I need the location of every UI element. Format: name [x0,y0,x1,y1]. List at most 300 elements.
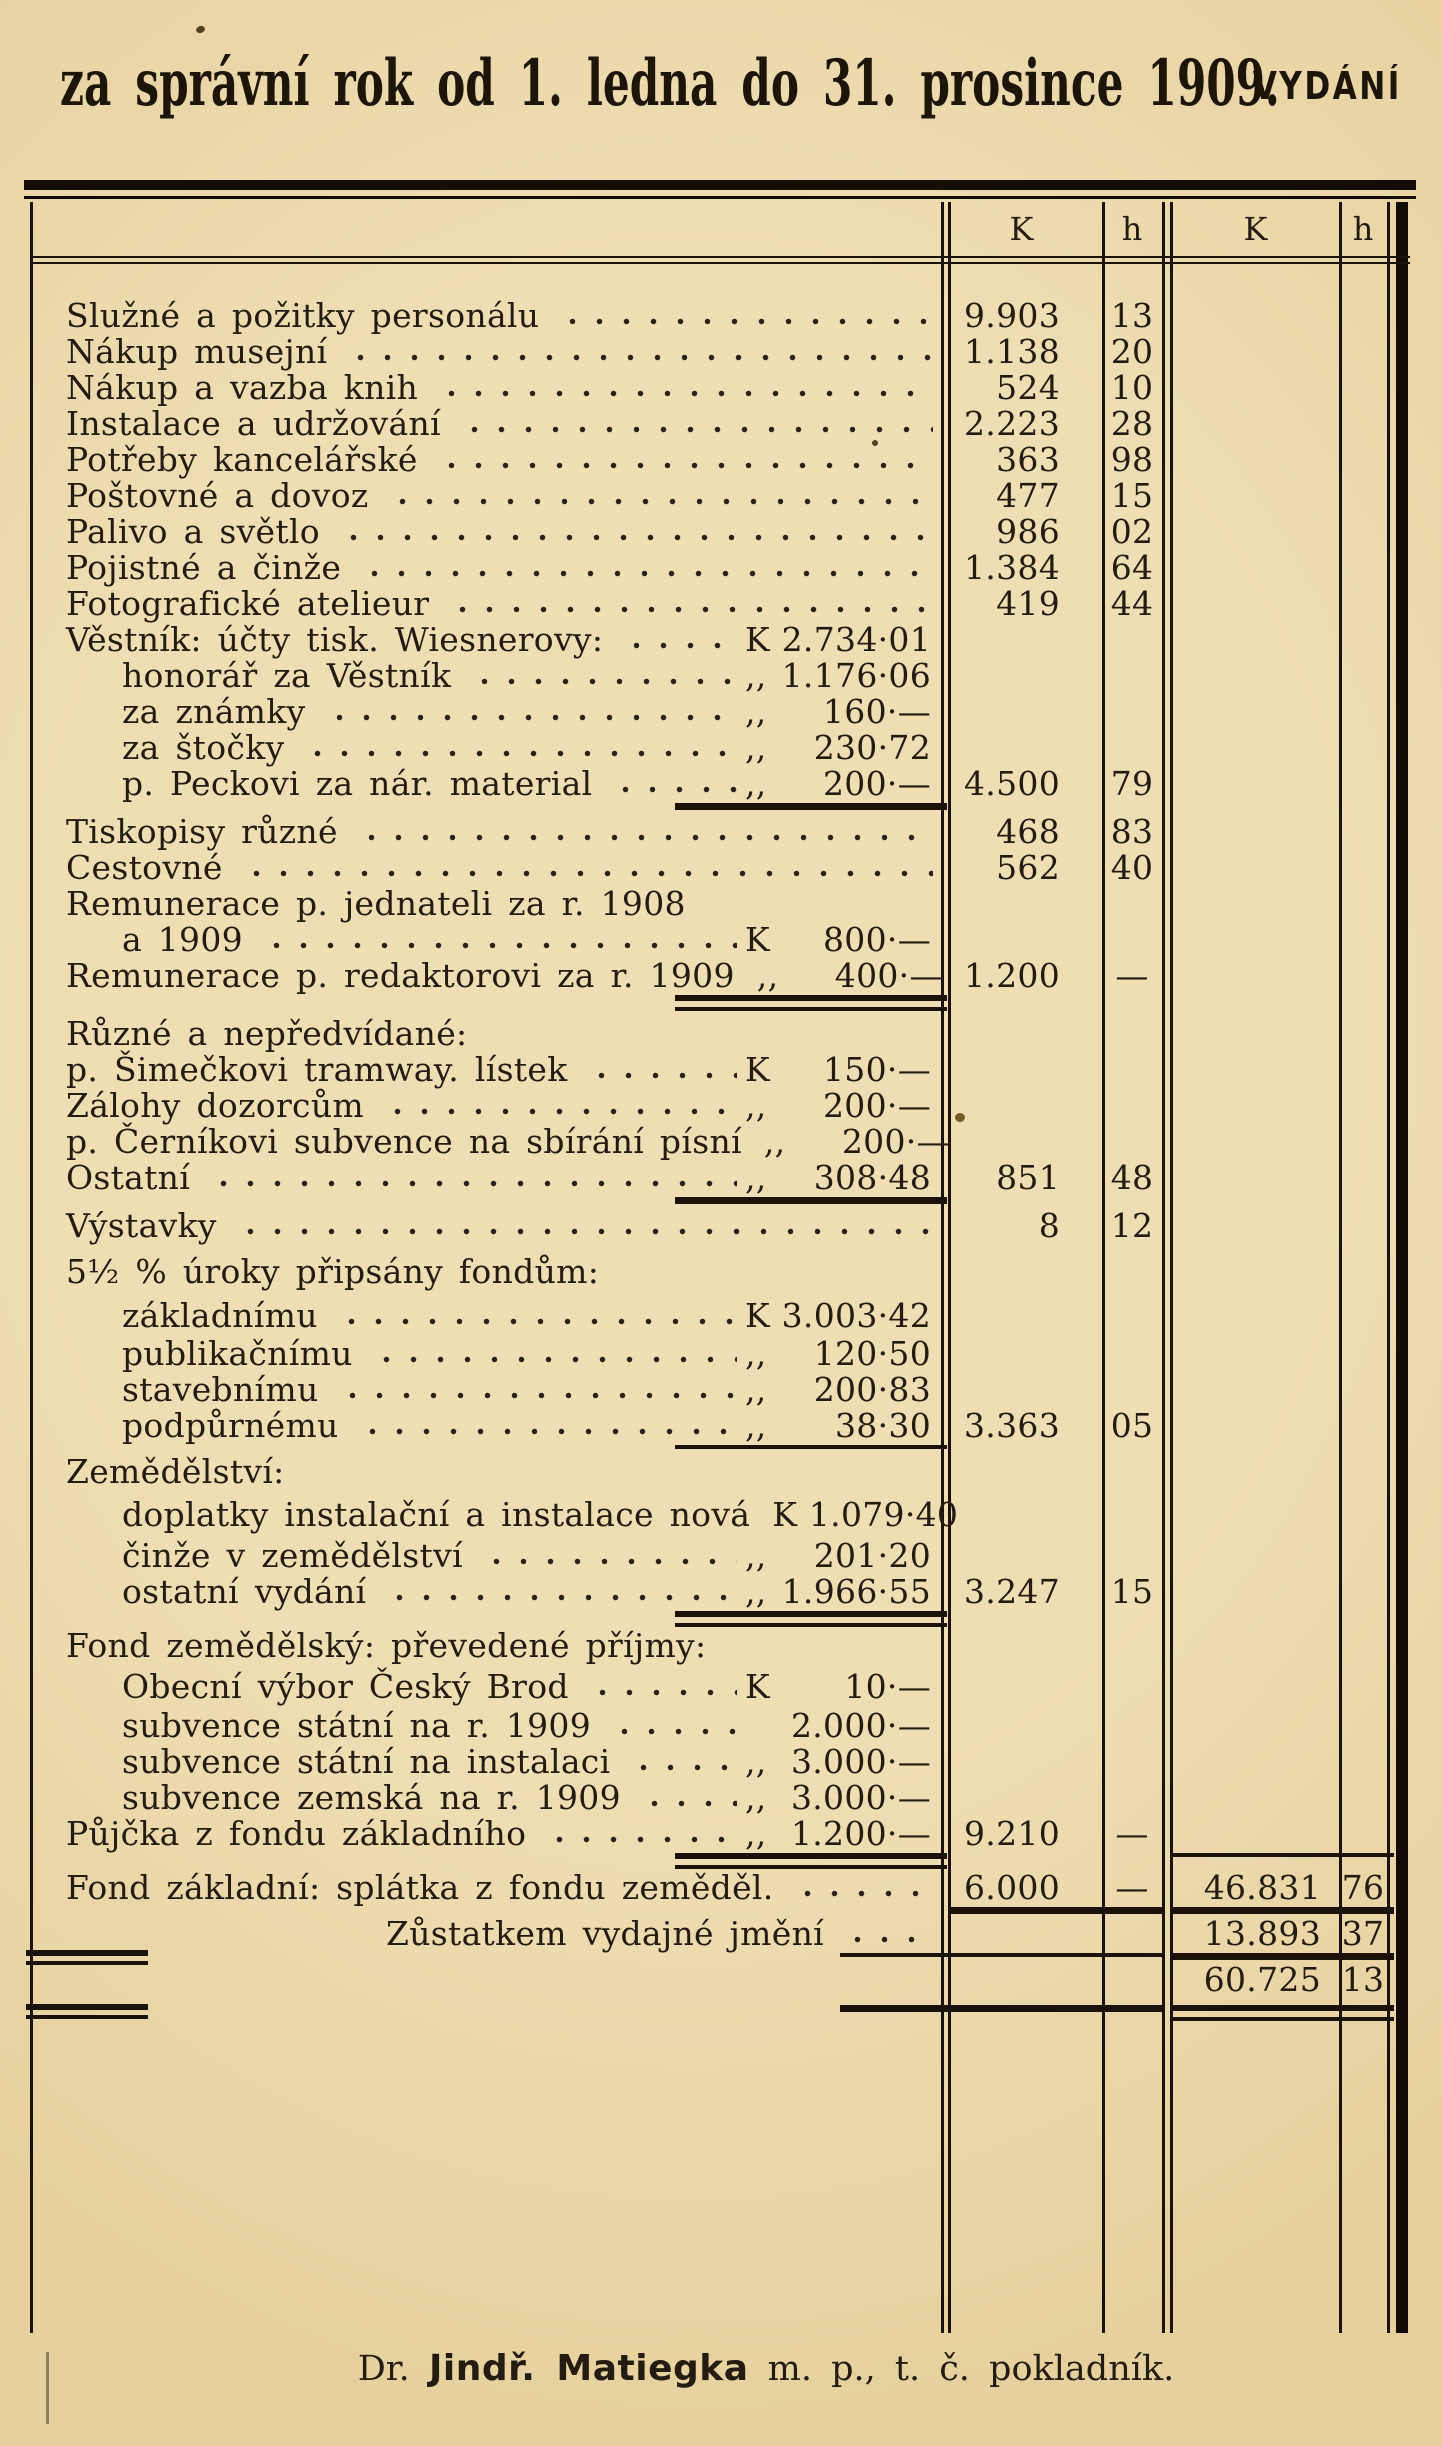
row-label: Cestovné [66,848,223,888]
row-description [30,848,941,888]
ledger-row [30,1780,1410,1816]
sub-amount-value: 160·— [823,692,931,732]
amount-k2: 13.893 [1203,1914,1321,1954]
currency-mark: ,, [745,1370,767,1410]
amount-k1: 8 [1038,1206,1060,1246]
currency-mark: ,, [745,1406,767,1446]
dot-leader [332,1318,737,1325]
header-underline [30,262,1410,264]
row-description [30,1086,941,1126]
dot-leader [540,1836,737,1843]
row-label: Instalace a udržování [66,404,441,444]
row-description [30,1778,941,1818]
row-label: honorář za Věstník [122,656,452,696]
sum-rule [30,1444,1410,1454]
amount-h1: 02 [1110,512,1154,552]
ledger-row [30,1454,1410,1490]
dot-leader [465,678,737,685]
ledger-row [30,1497,1410,1533]
amount-k1: 4.500 [964,764,1060,804]
currency-mark: ,, [745,1086,767,1126]
row-label: publikačnímu [122,1334,353,1374]
row-label: za štočky [122,728,285,768]
currency-mark: K [772,1495,798,1535]
ledger-row [30,1744,1410,1780]
corner-label: VYDÁNÍ [1252,64,1402,108]
amount-h1: 10 [1110,368,1154,408]
row-description [30,1296,941,1336]
sum-rule-segment [1172,2005,1394,2021]
amount-k1: 3.363 [964,1406,1060,1446]
sum-rule [30,994,1410,1012]
ledger-row [30,298,1410,334]
sum-rule-segment [950,1907,1162,1914]
sub-amount-value: 3.003·42 [781,1296,931,1336]
ledger-row [30,766,1410,802]
row-label: p. Černíkovi subvence na sbírání písní [66,1122,742,1162]
sum-rule [30,802,1410,812]
amount-h1: 98 [1110,440,1154,480]
amount-k2: 46.831 [1203,1868,1321,1908]
amount-h2: 76 [1341,1868,1385,1908]
dot-leader [788,1890,933,1897]
row-label: Služné a požitky personálu [66,296,540,336]
sum-rule-segment [675,1853,947,1869]
row-label: Zálohy dozorcům [66,1086,364,1126]
dot-leader [582,1072,737,1079]
amount-k1: 477 [996,476,1060,516]
amount-k1: 468 [996,812,1060,852]
row-description [30,812,941,852]
row-description [30,1406,941,1446]
ledger-row [30,1208,1410,1244]
currency-mark: ,, [745,1814,767,1854]
sub-amount [745,1370,941,1410]
dot-leader [443,606,933,613]
dot-leader [617,642,737,649]
amount-k2: 60.725 [1203,1960,1321,2000]
amount-h1: 15 [1110,476,1154,516]
ledger-row [30,1052,1410,1088]
sub-amount-value: 200·— [823,764,931,804]
currency-mark: ,, [745,1334,767,1374]
currency-mark: K [745,1296,770,1336]
sub-amount [745,1086,941,1126]
amount-h1: 20 [1110,332,1154,372]
ledger-row [30,1574,1410,1610]
ledger-row [30,1669,1410,1705]
ledger-row [30,478,1410,514]
sub-amount-value: 3.000·— [790,1778,931,1818]
row-label: Remunerace p. jednateli za r. 1908 [66,884,686,924]
amount-h2: 37 [1341,1914,1385,1954]
margin-closing-mark [26,1950,148,1965]
amount-k1: 6.000 [964,1868,1060,1908]
ledger-row [30,1816,1410,1852]
row-label: Nákup musejní [66,332,328,372]
row-label: Různé a nepředvídané: [66,1014,468,1054]
row-label: Obecní výbor Český Brod [122,1667,569,1707]
row-description [30,884,941,924]
sub-amount-value: 2.000·— [790,1706,931,1746]
column-header-k1: K [1009,210,1034,248]
ledger-row [30,1962,1410,1998]
ledger-rows [30,272,1410,2022]
dot-leader [355,570,933,577]
ledger-row [30,658,1410,694]
sum-rule [30,1196,1410,1206]
currency-mark: ,, [745,656,767,696]
ledger-row [30,1916,1410,1952]
row-label: subvence zemská na r. 1909 [122,1778,621,1818]
amount-k1: 562 [996,848,1060,888]
ledger-row [30,1538,1410,1574]
sub-amount [745,1706,941,1746]
row-description [30,368,941,408]
sub-amount [745,920,941,960]
row-label: Remunerace p. redaktorovi za r. 1909 [66,956,735,996]
sum-rule-segment [675,995,947,1011]
sub-amount-value: 230·72 [813,728,931,768]
dot-leader [583,1689,737,1696]
dot-leader [700,906,933,913]
dot-leader [606,786,737,793]
dot-leader [477,1558,737,1565]
dot-leader [380,1594,737,1601]
ink-speck [195,25,206,35]
dot-leader [455,426,933,433]
row-label: Fotografické atelieur [66,584,430,624]
row-description [30,728,941,768]
currency-mark: ,, [745,1778,767,1818]
ledger-row [30,1372,1410,1408]
sub-amount [763,1122,960,1162]
sum-rule [30,1952,1410,1962]
ledger-row [30,1870,1410,1906]
row-description [30,692,941,732]
row-label: základnímu [122,1296,318,1336]
amount-h1: 44 [1110,584,1154,624]
row-label: Potřeby kancelářské [66,440,418,480]
sub-amount [745,1050,941,1090]
currency-mark: K [745,620,770,660]
sub-amount [745,1158,941,1198]
currency-mark: K [745,920,770,960]
row-label: Věstník: účty tisk. Wiesnerovy: [66,620,604,660]
sub-amount-value: 800·— [823,920,931,960]
row-description [30,296,941,336]
footer-signature [0,2348,1442,2389]
amount-h1: 28 [1110,404,1154,444]
ledger-row [30,1088,1410,1124]
dot-leader [367,1356,737,1363]
dot-leader [204,1180,737,1187]
heavy-rule [24,180,1416,190]
dot-leader [320,714,738,721]
ledger-row [30,730,1410,766]
row-description [30,1495,959,1535]
signature-prefix: Dr. [357,2349,410,2389]
sub-amount [745,1742,941,1782]
dot-leader [481,1036,933,1043]
row-description [30,584,941,624]
dot-leader [720,1648,933,1655]
page-title: za správní rok od 1. ledna do 31. prosince 1909. [60,46,1280,121]
row-label: subvence státní na r. 1909 [122,1706,591,1746]
sub-amount-value: 1.966·55 [781,1572,931,1612]
sub-amount [756,956,953,996]
dot-leader [613,1274,933,1281]
currency-mark: ,, [756,956,779,996]
ledger-row [30,514,1410,550]
row-description [30,1626,941,1666]
row-label: Pojistné a činže [66,548,342,588]
sub-amount-value: 200·83 [813,1370,931,1410]
dot-leader [334,534,933,541]
row-label: podpůrnému [122,1406,339,1446]
row-label: Půjčka z fondu základního [66,1814,527,1854]
signature-name: Jindř. Matiegka [428,2348,749,2389]
sub-amount-value: 38·30 [835,1406,931,1446]
ledger-row [30,694,1410,730]
ledger-row [30,1254,1410,1290]
amount-k1: 9.903 [964,296,1060,336]
sub-amount [745,1778,941,1818]
row-description [30,1706,941,1746]
currency-mark: K [745,1050,770,1090]
ledger-row [30,1336,1410,1372]
row-description [30,1158,941,1198]
row-label: ostatní vydání [122,1572,367,1612]
amount-k1: 2.223 [964,404,1060,444]
amount-h1: 40 [1110,848,1154,888]
amount-h1: 48 [1110,1158,1154,1198]
sub-amount-value: 2.734·01 [781,620,931,660]
amount-h1: — [1115,956,1149,996]
dot-leader [237,870,933,877]
row-label: Tiskopisy různé [66,812,338,852]
ledger-row [30,1016,1410,1052]
sub-amount [745,620,941,660]
row-description [30,1982,941,1998]
row-label: Palivo a světlo [66,512,320,552]
dot-leader [432,390,933,397]
ledger-row [30,1298,1410,1334]
dot-leader [341,354,933,361]
column-header-h2: h [1352,210,1374,248]
row-description [30,956,943,996]
amount-h1: 05 [1110,1406,1154,1446]
sum-rule [30,1906,1410,1916]
amount-k1: 851 [996,1158,1060,1198]
sub-amount [745,692,941,732]
row-description [30,920,941,960]
sub-amount [745,1667,941,1707]
sub-amount [745,1536,941,1576]
ledger-row [30,406,1410,442]
sub-amount [745,764,941,804]
dot-leader [80,1982,933,1989]
dot-leader [432,462,933,469]
dot-leader [353,1428,737,1435]
sum-rule-segment [675,803,947,810]
row-description [30,476,941,516]
row-description [30,332,941,372]
row-description [30,1050,941,1090]
dot-leader [605,1728,737,1735]
row-label: doplatky instalační a instalace nová [122,1495,751,1535]
dot-leader [624,1764,737,1771]
sub-amount-value: 3.000·— [790,1742,931,1782]
ledger-row [30,1124,1410,1160]
header-underline [30,256,1410,258]
sub-amount-value: 1.079·40 [808,1495,959,1535]
sub-amount [745,1296,941,1336]
sub-amount [745,656,941,696]
row-description [30,1572,941,1612]
currency-mark: ,, [745,1572,767,1612]
row-description [30,1334,941,1374]
sum-rule-segment [675,1445,947,1449]
row-description [30,620,941,660]
row-label: subvence státní na instalaci [122,1742,611,1782]
row-label: Zemědělství: [66,1452,285,1492]
sub-amount [745,1572,941,1612]
sub-amount [772,1495,968,1535]
dot-leader [257,942,737,949]
sum-rule-segment [840,2005,1162,2012]
row-label: za známky [122,692,306,732]
sum-rule [30,2004,1410,2022]
dot-leader [352,834,933,841]
row-label: Nákup a vazba knih [66,368,419,408]
sum-rule-segment [840,1953,1162,1957]
row-description [30,1122,950,1162]
row-label: 5½ % úroky připsány fondům: [66,1252,600,1292]
sub-amount [745,1406,941,1446]
ledger-row [30,550,1410,586]
amount-h1: — [1115,1814,1149,1854]
amount-h1: 15 [1110,1572,1154,1612]
row-label: stavebnímu [122,1370,319,1410]
sub-amount-value: 150·— [823,1050,931,1090]
row-description [30,1452,941,1492]
amount-h1: 64 [1110,548,1154,588]
row-label: Zůstatkem vydajné jmění [386,1914,824,1954]
ledger-row [30,442,1410,478]
column-header-k2: K [1243,210,1268,248]
sum-rule-segment [1172,1907,1394,1914]
ledger-row [30,814,1410,850]
currency-mark: K [745,1667,770,1707]
sub-amount-value: 200·— [841,1122,950,1162]
dot-leader [553,318,933,325]
sum-rule [30,1852,1410,1870]
ledger-row [30,958,1410,994]
sub-amount [745,728,941,768]
currency-mark: ,, [745,1536,767,1576]
dot-leader [838,1936,933,1943]
row-label: a 1909 [122,920,243,960]
row-description [30,404,941,444]
sub-amount [745,1334,941,1374]
row-description [30,1014,941,1054]
sub-amount-value: 10·— [844,1667,931,1707]
dot-leader [635,1800,737,1807]
sub-amount-value: 400·— [834,956,943,996]
amount-k1: 1.384 [964,548,1060,588]
ledger-row [30,1628,1410,1664]
column-header-h1: h [1121,210,1143,248]
row-description [30,512,941,552]
row-label: Poštovné a dovoz [66,476,369,516]
row-label: Výstavky [66,1206,217,1246]
ledger-row [30,334,1410,370]
amount-h1: 13 [1110,296,1154,336]
thin-rule [24,196,1416,199]
amount-k1: 419 [996,584,1060,624]
ledger-row [30,1160,1410,1196]
sum-rule-segment [675,1197,947,1204]
row-description [30,1868,941,1908]
dot-leader [378,1108,737,1115]
dot-leader [231,1228,933,1235]
sum-rule [30,1610,1410,1628]
ledger-row [30,922,1410,958]
row-description [30,1370,941,1410]
currency-mark: ,, [745,1742,767,1782]
currency-mark: ,, [745,1158,767,1198]
amount-h1: 12 [1110,1206,1154,1246]
ledger-row [30,850,1410,886]
row-description [30,1252,941,1292]
ledger-row [30,586,1410,622]
margin-closing-mark [26,2004,148,2019]
row-label: p. Peckovi za nár. material [122,764,593,804]
amount-h1: 83 [1110,812,1154,852]
row-label: činže v zemědělství [122,1536,463,1576]
amount-k1: 986 [996,512,1060,552]
row-description [30,1206,941,1246]
dot-leader [298,750,737,757]
sub-amount [745,1814,941,1854]
table-header-row [30,204,1410,254]
ledger-row [30,1708,1410,1744]
ledger-table [30,180,1410,2333]
sub-amount-value: 120·50 [813,1334,931,1374]
amount-h1: — [1115,1868,1149,1908]
dot-leader [299,1474,933,1481]
signature-suffix: m. p., t. č. pokladník. [767,2349,1175,2389]
row-description [30,1814,941,1854]
row-description [30,440,941,480]
amount-k1: 524 [996,368,1060,408]
amount-k1: 1.138 [964,332,1060,372]
row-label: Ostatní [66,1158,191,1198]
dot-leader [333,1392,737,1399]
amount-h2: 13 [1341,1960,1385,2000]
currency-mark: ,, [763,1122,786,1162]
amount-k1: 1.200 [964,956,1060,996]
sum-rule-segment [675,1611,947,1627]
dot-leader [383,498,933,505]
sub-amount-value: 308·48 [813,1158,931,1198]
sub-amount-value: 1.200·— [790,1814,931,1854]
ledger-row [30,370,1410,406]
sub-amount-value: 1.176·06 [781,656,931,696]
row-description [30,764,941,804]
row-description [30,1536,941,1576]
